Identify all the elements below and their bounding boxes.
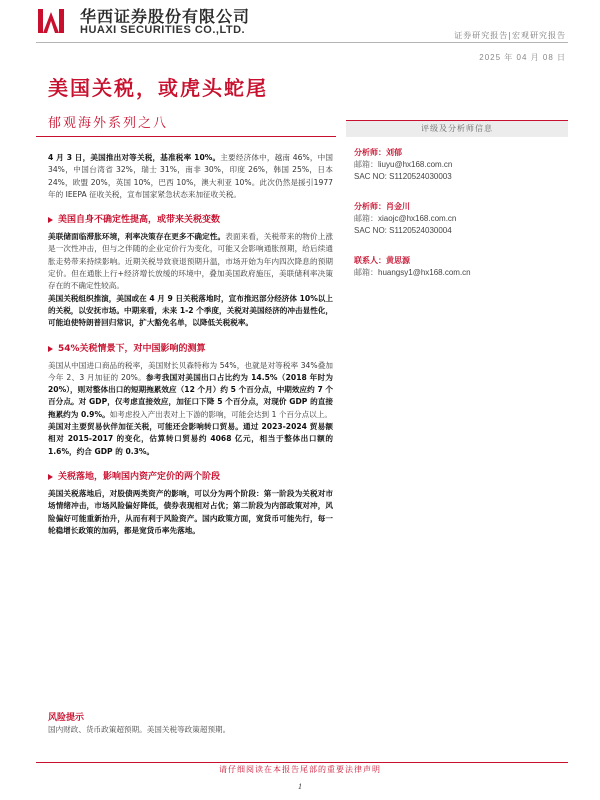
triangle-bullet-icon [48, 474, 53, 480]
email-label: 邮箱： [354, 268, 378, 277]
header-divider [36, 42, 568, 43]
section-paragraph: 美国从中国进口商品的税率，美国财长贝森特称为 54%，也就是对等税率 34%叠加今年 2、3 月加征的 20%。参考我国对美国出口占比约为 14.5%（2018 年时为 20%），则对整体出口的短期拖累效应（12 个月）约 5 个百分点，中期效应约 7 个百分点。对 GDP，仅考虑直接效应，加征口下降 5 个百分点，对现价 GDP 的直接拖累约为 0.9%。如考虑投入产出表对上下游的影响，可能会达到 1 个百分点以上。 [48, 360, 333, 419]
section-paragraph: 美国关税组织推演，美国或在 4 月 9 日关税落地时，宣布推迟部分经济体 10%以上的关税，以安抚市场。中期来看，未来 1-2 个季度，关税对美国经济的冲击显性化，可能迫使特朗普回归常识，扩大豁免名单，以降低关税税率。 [48, 293, 333, 328]
analyst-email-line [354, 159, 568, 171]
company-name-en: HUAXI SECURITIES CO.,LTD. [80, 24, 246, 36]
email-label: 邮箱： [354, 214, 378, 223]
section-heading: 关税落地，影响国内资产定价的两个阶段 [48, 470, 333, 484]
section-paragraph: 美国关税落地后，对股债两类资产的影响，可以分为两个阶段：第一阶段为关税对市场情绪冲击，市场风险偏好降低，债券表现相对占优；第二阶段为内部政策对冲，风险偏好可能重新抬升，从而有利于风险资产。国内政策方面，宽货币可能先行，每一轮稳增长政策的加码，都是宽货币率先落地。 [48, 488, 333, 535]
intro-paragraph [48, 152, 333, 201]
analyst-panel [346, 120, 568, 279]
huaxi-logo-icon [36, 6, 66, 36]
triangle-bullet-icon [48, 217, 53, 223]
analyst-email-line [354, 213, 568, 225]
analyst-sac: SAC NO: S1120524030003 [354, 172, 452, 181]
report-date: 2025 年 04 月 08 日 [479, 53, 566, 62]
report-body [48, 152, 333, 537]
section-heading: 54%关税情景下，对中国影响的测算 [48, 342, 333, 356]
risk-label: 风险提示 [48, 713, 85, 723]
intro-bold: 4 月 3 日，美国推出对等关税，基准税率 10%。 [48, 153, 221, 162]
subtitle-divider [36, 136, 336, 137]
analyst-email[interactable]: xiaojc@hx168.com.cn [378, 214, 457, 223]
risk-text: 国内财政、货币政策超预期。美国关税等政策超预期。 [48, 725, 231, 734]
report-header [0, 0, 600, 60]
analyst-sac: SAC NO: S1120524030004 [354, 226, 452, 235]
page-number: 1 [298, 782, 302, 791]
report-title: 美国关税，或虎头蛇尾 [48, 76, 268, 100]
analyst-card [354, 147, 568, 183]
email-label: 邮箱： [354, 160, 378, 169]
footer-disclaimer: 请仔细阅读在本报告尾部的重要法律声明 [219, 765, 381, 774]
analyst-name: 分析师：肖金川 [354, 202, 410, 211]
contact-email-line [354, 267, 568, 279]
section-paragraph: 美联储面临滞胀环境，利率决策存在更多不确定性。表面来看，关税带来的物价上涨是一次性冲击，但与之伴随的企业定价行为变化，可能又会影响通胀预期，给后续通胀走势带来持续影响。近期关税导致衰退预期升温，市场开始为年内四次降息的预期定价。但在通胀上行+经济增长放缓的环境中，叠加美国政府施压，美联储利率决策存在的不确定性较高。 [48, 232, 334, 291]
contact-name: 联系人：黄思源 [354, 256, 410, 265]
panel-heading: 评级及分析师信息 [346, 120, 568, 137]
report-type: 证券研究报告|宏观研究报告 [454, 31, 566, 40]
analyst-email[interactable]: liuyu@hx168.com.cn [378, 160, 453, 169]
report-subtitle: 郁观海外系列之八 [48, 116, 169, 131]
intro-text: 主要经济体中，越南 46%，中国 34%，中国台湾省 32%，瑞士 31%，南非 30%，印度 26%，韩国 25%，日本 24%，欧盟 20%，英国 10%，巴西 10%，澳大利亚 10%。此次仍然是援引1977 年的 IEEPA 征收关税，宣布国家紧急状态来加征收关税。 [48, 153, 333, 199]
footer-divider [36, 762, 568, 763]
section-paragraph: 美国对主要贸易伙伴加征关税，可能还会影响转口贸易。通过 2023-2024 贸易额相对 2015-2017 的变化，估算转口贸易约 4068 亿元，相当于整体出口额的 1.6%，约合 GDP 的 0.3%。 [48, 422, 333, 456]
contact-card [354, 255, 568, 279]
company-name-cn: 华西证券股份有限公司 [80, 7, 251, 26]
contact-email[interactable]: huangsy1@hx168.com.cn [378, 268, 471, 277]
section-heading: 美国自身不确定性提高，或带来关税变数 [48, 213, 333, 227]
analyst-name: 分析师：刘郁 [354, 148, 402, 157]
triangle-bullet-icon [48, 346, 53, 352]
analyst-card [354, 201, 568, 237]
